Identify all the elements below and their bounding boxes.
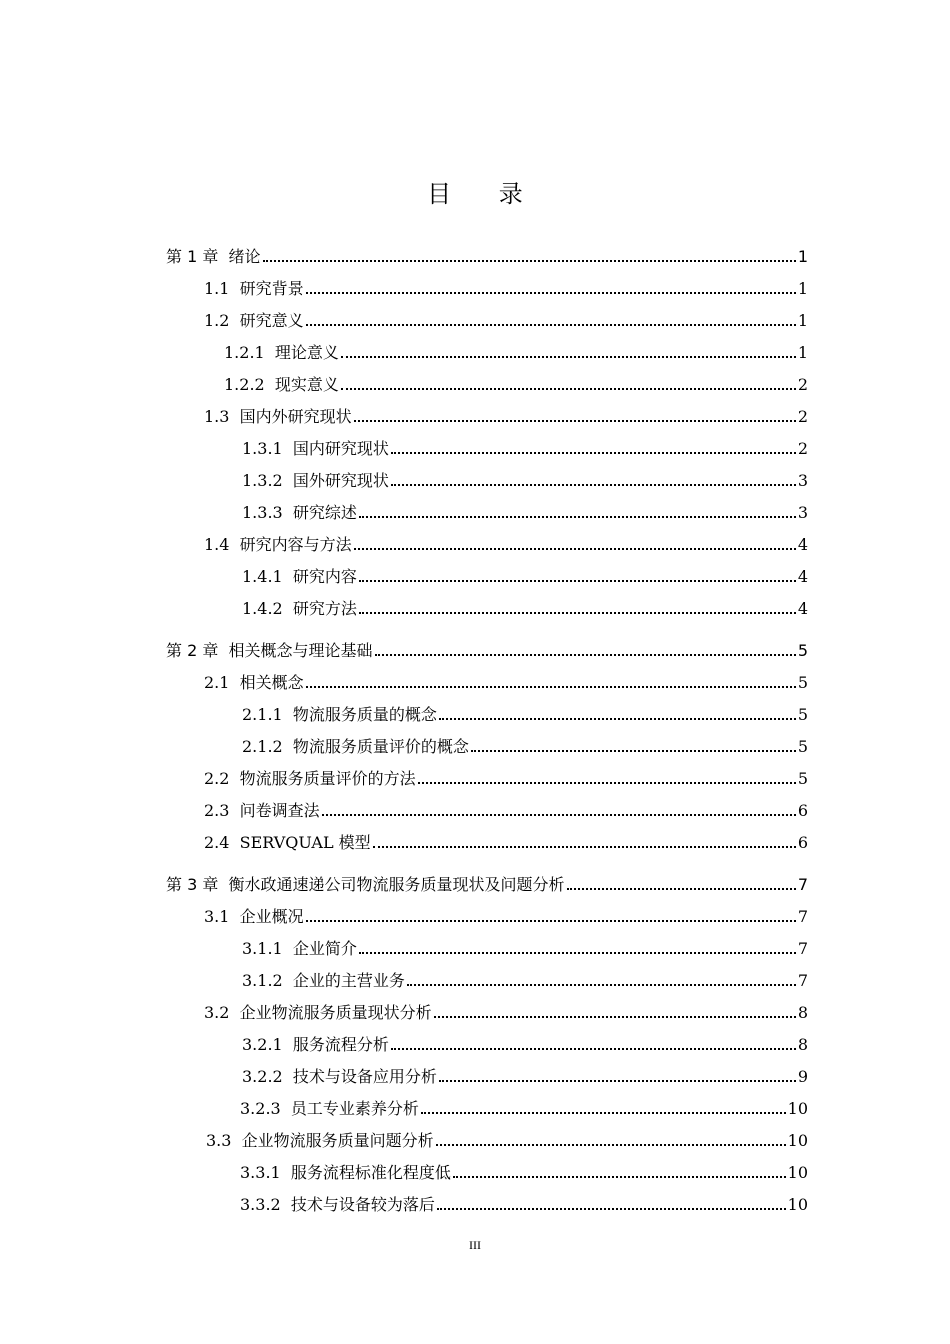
dot-leader: [306, 324, 796, 326]
dot-leader: [434, 1016, 796, 1018]
toc-entry-label: 3.1.1 企业简介: [242, 939, 357, 958]
toc-entry-page: 5: [797, 641, 808, 660]
toc-entry-label: 1.4.1 研究内容: [242, 567, 357, 586]
toc-entry-page: 5: [797, 673, 808, 692]
toc-entry-page: 4: [797, 535, 808, 554]
toc-entry-page: 4: [797, 567, 808, 586]
toc-entry-label: 3.2 企业物流服务质量现状分析: [204, 1003, 432, 1022]
toc-entry-page: 10: [787, 1131, 808, 1150]
toc-entry: [242, 702, 808, 726]
toc-entry: [204, 798, 808, 822]
toc-entry: [242, 1064, 808, 1088]
page-number-footer: III: [469, 1238, 481, 1252]
toc-chapter-entry: [166, 872, 808, 896]
toc-entry-page: 1: [797, 343, 808, 362]
toc-entry-label: 1.3.1 国内研究现状: [242, 439, 389, 458]
toc-entry-label: 1.2.1 理论意义: [224, 343, 339, 362]
toc-entry-page: 2: [797, 439, 808, 458]
toc-entry-page: 5: [797, 705, 808, 724]
toc-entry: [242, 468, 808, 492]
toc-entry-page: 3: [797, 503, 808, 522]
toc-entry-label: 2.2 物流服务质量评价的方法: [204, 769, 416, 788]
toc-entry: [240, 1192, 808, 1216]
toc-entry-page: 5: [797, 769, 808, 788]
toc-entry-page: 4: [797, 599, 808, 618]
toc-entry: [242, 968, 808, 992]
toc-chapter-entry: [166, 638, 808, 662]
toc-entry-page: 1: [797, 247, 808, 266]
toc-entry: [242, 734, 808, 758]
dot-leader: [354, 548, 796, 550]
toc-entry-label: 第 3 章 衡水政通速递公司物流服务质量现状及问题分析: [166, 875, 565, 894]
toc-entry: [204, 308, 808, 332]
toc-entry: [224, 372, 808, 396]
toc-entry-page: 1: [797, 311, 808, 330]
dot-leader: [375, 654, 796, 656]
toc-entry: [204, 404, 808, 428]
dot-leader: [407, 984, 796, 986]
dot-leader: [418, 782, 796, 784]
toc-entry-page: 8: [797, 1035, 808, 1054]
toc-entry-label: 第 2 章 相关概念与理论基础: [166, 641, 373, 660]
toc-entry-label: 第 1 章 绪论: [166, 247, 261, 266]
toc-entry-page: 7: [797, 971, 808, 990]
toc-entry-label: 2.4 SERVQUAL 模型: [204, 833, 371, 852]
toc-entry-page: 2: [797, 375, 808, 394]
dot-leader: [453, 1176, 786, 1178]
toc-entry: [204, 1000, 808, 1024]
dot-leader: [439, 718, 796, 720]
dot-leader: [341, 388, 796, 390]
toc-entry-label: 1.3.2 国外研究现状: [242, 471, 389, 490]
toc-entry: [242, 564, 808, 588]
toc-entry-page: 3: [797, 471, 808, 490]
toc-entry: [242, 596, 808, 620]
toc-entry: [204, 276, 808, 300]
toc-entry-label: 3.1.2 企业的主营业务: [242, 971, 405, 990]
toc-entry-page: 9: [797, 1067, 808, 1086]
dot-leader: [567, 888, 796, 890]
dot-leader: [359, 952, 796, 954]
toc-entry-page: 10: [787, 1163, 808, 1182]
toc-entry-label: 2.1.1 物流服务质量的概念: [242, 705, 437, 724]
dot-leader: [391, 1048, 796, 1050]
toc-entry-label: 3.3.1 服务流程标准化程度低: [240, 1163, 451, 1182]
toc-entry-label: 2.1 相关概念: [204, 673, 304, 692]
toc-entry: [204, 670, 808, 694]
dot-leader: [436, 1144, 786, 1146]
toc-entry-label: 3.2.1 服务流程分析: [242, 1035, 389, 1054]
toc-entry-page: 1: [797, 279, 808, 298]
toc-entry: [242, 436, 808, 460]
toc-entry-label: 3.3.2 技术与设备较为落后: [240, 1195, 435, 1214]
toc-entry-page: 7: [797, 939, 808, 958]
toc-entry-page: 6: [797, 833, 808, 852]
dot-leader: [306, 292, 796, 294]
dot-leader: [306, 920, 796, 922]
toc-entry-label: 3.1 企业概况: [204, 907, 304, 926]
dot-leader: [471, 750, 796, 752]
toc-entry-label: 1.3.3 研究综述: [242, 503, 357, 522]
toc-entry-page: 2: [797, 407, 808, 426]
dot-leader: [421, 1112, 786, 1114]
dot-leader: [391, 484, 796, 486]
toc-entry-label: 1.2 研究意义: [204, 311, 304, 330]
toc-entry-page: 8: [797, 1003, 808, 1022]
toc-entry-label: 3.3 企业物流服务质量问题分析: [206, 1131, 434, 1150]
dot-leader: [359, 580, 796, 582]
dot-leader: [391, 452, 796, 454]
dot-leader: [306, 686, 796, 688]
toc-entry: [204, 830, 808, 854]
toc-entry-page: 10: [787, 1099, 808, 1118]
toc-entry: [240, 1160, 808, 1184]
toc-entry-page: 7: [797, 875, 808, 894]
dot-leader: [439, 1080, 796, 1082]
dot-leader: [322, 814, 796, 816]
toc-entry-label: 1.4.2 研究方法: [242, 599, 357, 618]
toc-entry-label: 3.2.2 技术与设备应用分析: [242, 1067, 437, 1086]
dot-leader: [437, 1208, 786, 1210]
toc-entry: [204, 532, 808, 556]
toc-entry-label: 1.1 研究背景: [204, 279, 304, 298]
dot-leader: [359, 516, 796, 518]
toc-entry: [224, 340, 808, 364]
dot-leader: [354, 420, 796, 422]
toc-entry: [240, 1096, 808, 1120]
toc-entry: [242, 500, 808, 524]
toc-entry: [204, 766, 808, 790]
toc-entry: [242, 1032, 808, 1056]
toc-entry-page: 6: [797, 801, 808, 820]
toc-entry: [206, 1128, 808, 1152]
toc-chapter-entry: [166, 244, 808, 268]
dot-leader: [341, 356, 796, 358]
toc-entry-page: 7: [797, 907, 808, 926]
dot-leader: [263, 260, 796, 262]
toc-entry-label: 1.3 国内外研究现状: [204, 407, 352, 426]
toc-entry-page: 5: [797, 737, 808, 756]
toc-entry: [242, 936, 808, 960]
toc-entry-page: 10: [787, 1195, 808, 1214]
toc-entry-label: 2.3 问卷调查法: [204, 801, 320, 820]
toc-entry-label: 2.1.2 物流服务质量评价的概念: [242, 737, 469, 756]
toc-entry-label: 3.2.3 员工专业素养分析: [240, 1099, 419, 1118]
toc-title: 目 录: [427, 180, 543, 208]
toc-entry-label: 1.4 研究内容与方法: [204, 535, 352, 554]
toc-entry-label: 1.2.2 现实意义: [224, 375, 339, 394]
toc-entry: [204, 904, 808, 928]
dot-leader: [359, 612, 796, 614]
dot-leader: [373, 846, 796, 848]
